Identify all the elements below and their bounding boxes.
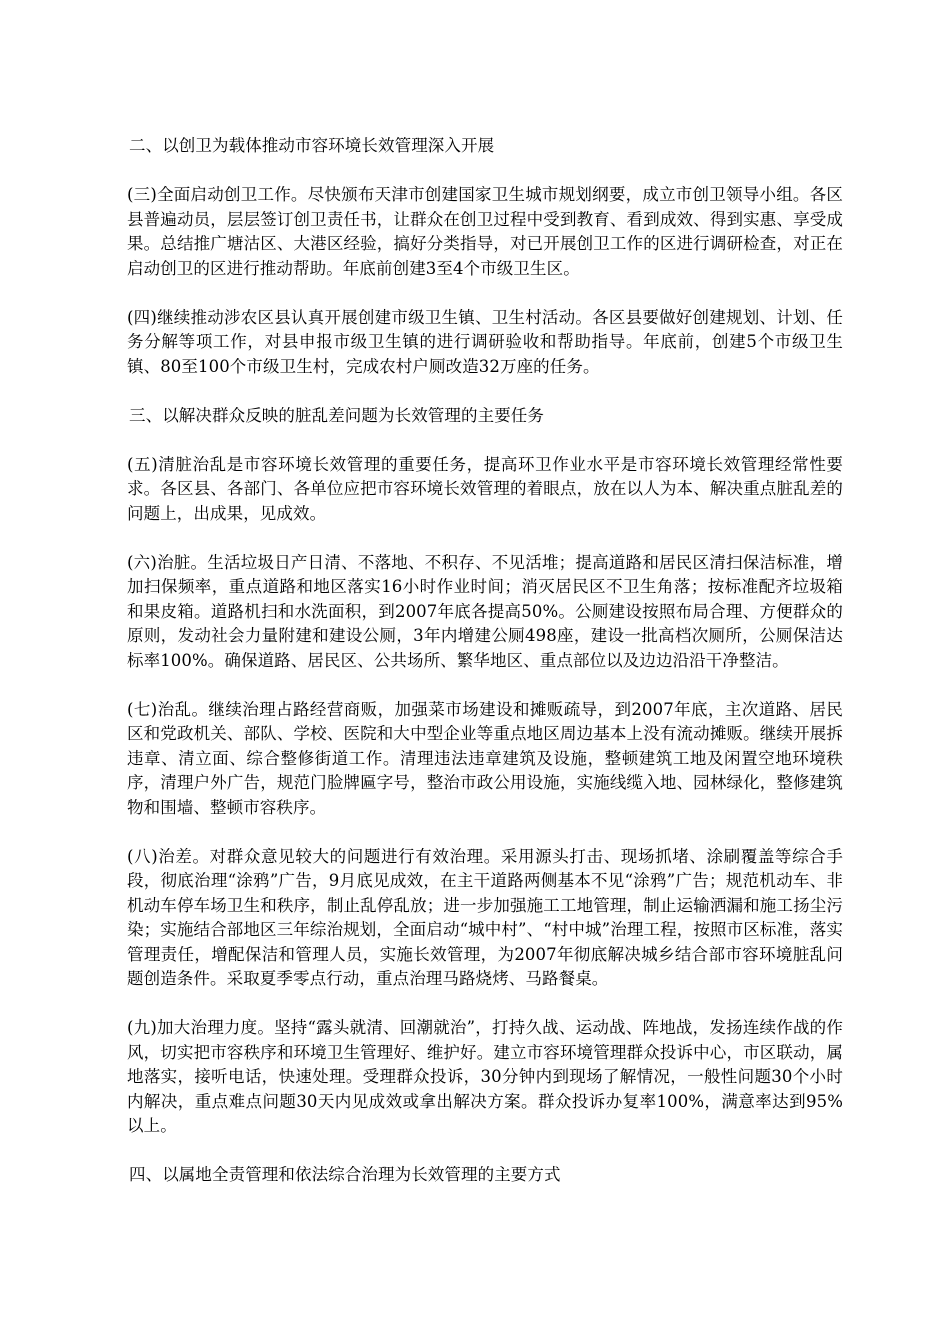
paragraph-gap <box>123 526 843 551</box>
paragraph-gap <box>123 428 843 453</box>
paragraph-7: (七)治乱。继续治理占路经营商贩，加强菜市场建设和摊贩疏导，到2007年底，主次道路、居民区和党政机关、部队、学校、医院和大中型企业等重点地区周边基本上没有流动摊贩。继续开展拆违章、清立面、综合整修街道工作。清理违法违章建筑及设施，整顿建筑工地及闲置空地环境秩序，清理户外广告，规范门脸牌匾字号，整治市政公用设施，实施线缆入地、园林绿化，整修建筑物和围墙、整顿市容秩序。 <box>127 699 843 817</box>
section-heading-2: 二、以创卫为载体推动市容环境长效管理深入开展 <box>129 136 495 155</box>
paragraph-gap <box>123 281 843 306</box>
paragraph-9: (九)加大治理力度。坚持“露头就清、回潮就治”，打持久战、运动战、阵地战，发扬连续作战的作风，切实把市容秩序和环境卫生管理好、维护好。建立市容环境管理群众投诉中心，市区联动，属地落实，接听电话，快速处理。受理群众投诉，30分钟内到现场了解情况，一般性问题30个小时内解决，重点难点问题30天内见成效或拿出解决方案。群众投诉办复率100%，满意率达到95%以上。 <box>127 1018 843 1135</box>
section-heading-4: 四、以属地全责管理和依法综合治理为长效管理的主要方式 <box>129 1165 561 1184</box>
paragraph-gap <box>123 379 843 404</box>
document-body <box>123 134 843 1188</box>
paragraph-gap <box>123 673 843 698</box>
paragraph-8: (八)治差。对群众意见较大的问题进行有效治理。采用源头打击、现场抓堵、涂刷覆盖等综合手段，彻底治理“涂鸦”广告，9月底见成效，在主干道路两侧基本不见“涂鸦”广告；规范机动车、非机动车停车场卫生和秩序，制止乱停乱放；进一步加强施工工地管理，制止运输洒漏和施工扬尘污染；实施结合部地区三年综治规划，全面启动“城中村”、“村中城”治理工程，按照市区标准，落实管理责任，增配保洁和管理人员，实施长效管理，为2007年彻底解决城乡结合部市容环境脏乱问题创造条件。采取夏季零点行动，重点治理马路烧烤、马路餐桌。 <box>127 846 843 988</box>
paragraph-gap <box>123 992 843 1017</box>
paragraph-gap <box>123 1139 843 1164</box>
section-heading-3: 三、以解决群众反映的脏乱差问题为长效管理的主要任务 <box>129 405 544 425</box>
paragraph-gap <box>123 159 843 184</box>
paragraph-gap <box>123 820 843 845</box>
paragraph-4: (四)继续推动涉农区县认真开展创建市级卫生镇、卫生村活动。各区县要做好创建规划、计划、任务分解等项工作，对县申报市级卫生镇的进行调研验收和帮助指导。年底前，创建5个市级卫生镇、80至100个市级卫生村，完成农村户厕改造32万座的任务。 <box>127 307 843 376</box>
paragraph-3: (三)全面启动创卫工作。尽快颁布天津市创建国家卫生城市规划纲要，成立市创卫领导小组。各区县普遍动员，层层签订创卫责任书，让群众在创卫过程中受到教育、看到成效、得到实惠、享受成果。总结推广塘沽区、大港区经验，搞好分类指导，对已开展创卫工作的区进行调研检查，对正在启动创卫的区进行推动帮助。年底前创建3至4个市级卫生区。 <box>127 185 843 278</box>
paragraph-6: (六)治脏。生活垃圾日产日清、不落地、不积存、不见活堆；提高道路和居民区清扫保洁标准，增加扫保频率，重点道路和地区落实16小时作业时间；消灭居民区不卫生角落；按标准配齐垃圾箱和果皮箱。道路机扫和水洗面积，到2007年底各提高50%。公厕建设按照布局合理、方便群众的原则，发动社会力量附建和建设公厕，3年内增建公厕498座，建设一批高档次厕所，公厕保洁达标率100%。确保道路、居民区、公共场所、繁华地区、重点部位以及边边沿沿干净整洁。 <box>127 552 843 670</box>
paragraph-5: (五)清脏治乱是市容环境长效管理的重要任务，提高环卫作业水平是市容环境长效管理经常性要求。各区县、各部门、各单位应把市容环境长效管理的着眼点，放在以人为本、解决重点脏乱差的问题上，出成果，见成效。 <box>127 454 843 523</box>
